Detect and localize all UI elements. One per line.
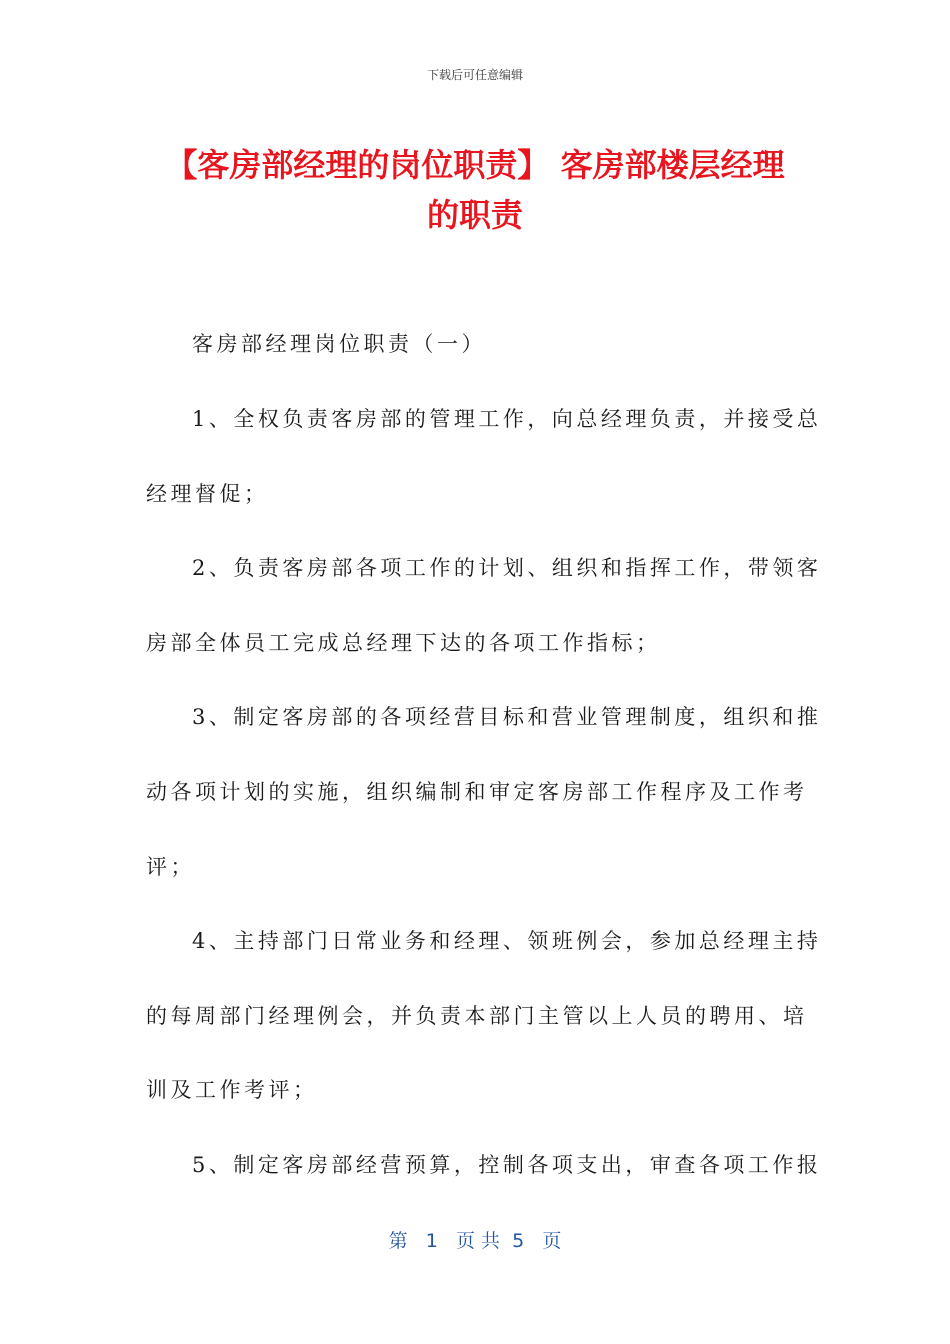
section-heading: 客房部经理岗位职责（一）: [192, 332, 486, 356]
header-note: 下载后可任意编辑: [426, 68, 523, 82]
footer-total-pages: 5: [512, 1230, 525, 1252]
body-line: 评；: [146, 855, 195, 879]
body-line: 3、制定客房部的各项经营目标和营业管理制度，组织和推: [192, 705, 822, 729]
body-line: 的每周部门经理例会，并负责本部门主管以上人员的聘用、培: [146, 1004, 808, 1028]
page-footer: [0, 1226, 950, 1253]
body-line: 5、制定客房部经营预算，控制各项支出，审查各项工作报: [192, 1153, 822, 1177]
footer-page-unit: 页: [455, 1230, 475, 1252]
body-line: 房部全体员工完成总经理下达的各项工作指标；: [146, 631, 661, 655]
body-line: 动各项计划的实施，组织编制和审定客房部工作程序及工作考: [146, 780, 808, 804]
body-line: 2、负责客房部各项工作的计划、组织和指挥工作，带领客: [192, 556, 822, 580]
body-line: 4、主持部门日常业务和经理、领班例会，参加总经理主持: [192, 929, 822, 953]
footer-total-unit: 页: [542, 1230, 562, 1252]
document-title: [140, 140, 810, 240]
title-line-1: 【客房部经理的岗位职责】 客房部楼层经理: [165, 146, 785, 184]
footer-page-number: 1: [425, 1230, 438, 1252]
body-line: 经理督促；: [146, 482, 269, 506]
title-line-2: 的职责: [426, 196, 523, 234]
footer-total-label: 共: [481, 1230, 501, 1252]
body-line: 训及工作考评；: [146, 1078, 318, 1102]
footer-page-label: 第: [388, 1230, 408, 1252]
body-line: 1、全权负责客房部的管理工作，向总经理负责，并接受总: [192, 407, 822, 431]
